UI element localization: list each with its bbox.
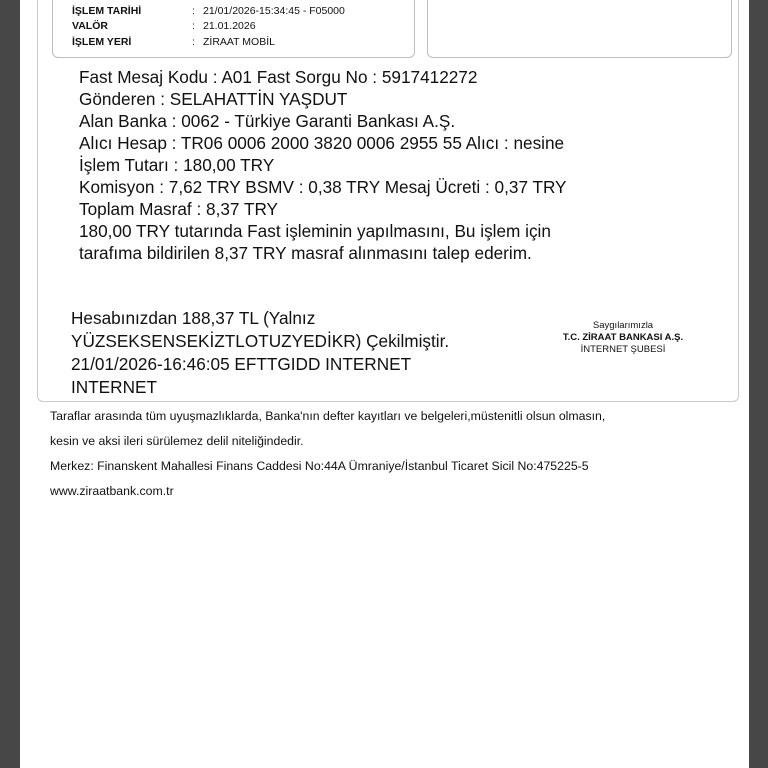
- left-frame-bar: [0, 0, 20, 768]
- footer-website: www.ziraatbank.com.tr: [50, 484, 174, 498]
- message-line: İşlem Tutarı : 180,00 TRY: [79, 155, 275, 175]
- right-info-box: [427, 0, 732, 58]
- signature-greeting: Saygılarımızla: [592, 320, 654, 331]
- message-line: Gönderen : SELAHATTİN YAŞDUT: [79, 89, 348, 109]
- signature-bank: T.C. ZİRAAT BANKASI A.Ş.: [562, 332, 684, 343]
- value-date-value: 21.01.2026: [203, 20, 256, 32]
- separator: :: [192, 5, 195, 17]
- message-line: Komisyon : 7,62 TRY BSMV : 0,38 TRY Mesaj Ücreti : 0,37 TRY: [79, 177, 567, 197]
- separator: :: [192, 20, 195, 32]
- transaction-date-value: 21/01/2026-15:34:45 - F05000: [203, 5, 345, 17]
- separator: :: [192, 36, 195, 48]
- footer-line: Taraflar arasında tüm uyuşmazlıklarda, Banka'nın defter kayıtları ve belgeleri,müstenitli olsun olmasın,: [50, 409, 606, 423]
- transaction-place-label: İŞLEM YERİ: [72, 36, 132, 48]
- debit-line: INTERNET: [71, 377, 157, 397]
- signature-branch: İNTERNET ŞUBESİ: [580, 344, 666, 355]
- transaction-place-value: ZİRAAT MOBİL: [203, 36, 275, 48]
- message-line: tarafıma bildirilen 8,37 TRY masraf alınmasını talep ederim.: [79, 243, 532, 263]
- legal-footer: [50, 404, 750, 504]
- message-line: 180,00 TRY tutarında Fast işleminin yapılmasını, Bu işlem için: [79, 221, 551, 241]
- debit-notice: [71, 307, 531, 399]
- debit-line: 21/01/2026-16:46:05 EFTTGIDD INTERNET: [71, 354, 412, 374]
- message-line: Alan Banka : 0062 - Türkiye Garanti Bankası A.Ş.: [79, 111, 456, 131]
- fast-message-block: [79, 66, 639, 264]
- message-line: Fast Mesaj Kodu : A01 Fast Sorgu No : 5917412272: [79, 67, 478, 87]
- transaction-date-label: İŞLEM TARİHİ: [72, 5, 142, 17]
- debit-line: Hesabınızdan 188,37 TL (Yalnız: [71, 308, 316, 328]
- footer-line: Merkez: Finanskent Mahallesi Finans Caddesi No:44A Ümraniye/İstanbul Ticaret Sicil No:475225-5: [50, 459, 589, 473]
- signature-block: [548, 320, 698, 356]
- right-frame-bar: [749, 0, 768, 768]
- message-line: Alıcı Hesap : TR06 0006 2000 3820 0006 2955 55 Alıcı : nesine: [79, 133, 565, 153]
- footer-line: kesin ve aksi ileri sürülemez delil niteliğindedir.: [50, 434, 304, 448]
- message-line: Toplam Masraf : 8,37 TRY: [79, 199, 279, 219]
- value-date-label: VALÖR: [72, 20, 108, 32]
- debit-line: YÜZSEKSENSEKİZTLOTUZYEDİKR) Çekilmiştir.: [71, 331, 450, 351]
